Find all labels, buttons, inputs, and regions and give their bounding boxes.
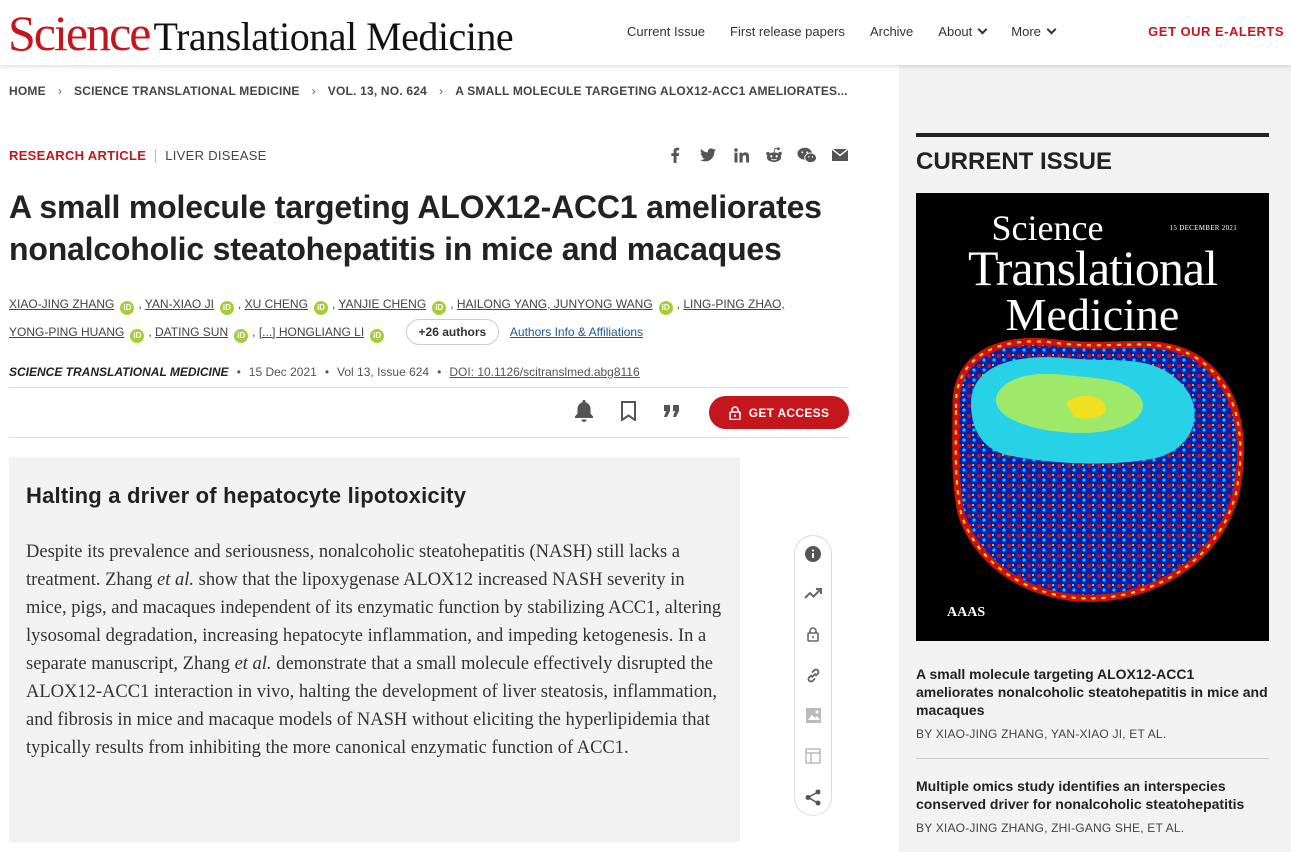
pub-date: 15 Dec 2021	[248, 365, 317, 379]
bookmark-icon[interactable]	[617, 400, 639, 422]
table-icon[interactable]	[803, 746, 823, 766]
orcid-icon[interactable]: iD	[234, 329, 248, 343]
nav-about-label: About	[938, 24, 973, 39]
more-authors-button[interactable]: +26 authors	[406, 319, 500, 345]
author-link[interactable]: YAN-XIAO JI	[144, 297, 214, 311]
author-link[interactable]: YONG-PING HUANG	[9, 325, 125, 339]
nav-archive[interactable]: Archive	[869, 24, 914, 39]
journal-name: SCIENCE TRANSLATIONAL MEDICINE	[9, 365, 229, 379]
cover-date: 15 DECEMBER 2021	[1169, 224, 1237, 232]
current-issue-heading: CURRENT ISSUE	[916, 148, 1113, 175]
breadcrumb-journal[interactable]: SCIENCE TRANSLATIONAL MEDICINE	[74, 84, 300, 98]
share-icon[interactable]	[803, 787, 823, 807]
breadcrumb-volume[interactable]: VOL. 13, NO. 624	[327, 84, 428, 98]
cover-title-translational: Translational	[967, 240, 1218, 297]
cover-title-medicine: Medicine	[1005, 288, 1180, 340]
sidebar-article	[916, 665, 1269, 741]
cover-title-science: Science	[991, 208, 1104, 248]
orcid-icon[interactable]: iD	[370, 329, 384, 343]
linkedin-icon[interactable]	[731, 145, 751, 165]
chevron-right-icon: ›	[311, 84, 316, 98]
share-bar	[665, 145, 850, 165]
chevron-right-icon: ›	[57, 84, 63, 98]
nav-more[interactable]	[1011, 24, 1055, 39]
author-link[interactable]: XU CHENG	[244, 297, 308, 311]
wechat-icon[interactable]	[797, 145, 817, 165]
get-access-label: GET ACCESS	[748, 405, 830, 420]
nav-current-issue[interactable]: Current Issue	[627, 24, 706, 39]
reddit-icon[interactable]	[764, 145, 784, 165]
author-link[interactable]: DATING SUN	[155, 325, 229, 339]
article-topic[interactable]: LIVER DISEASE	[165, 148, 267, 163]
orcid-icon[interactable]: iD	[659, 301, 673, 315]
sidebar	[899, 65, 1291, 852]
summary-text-part: Despite its prevalence and seriousness, nonalcoholic steatohepatitis (NASH) still lacks a treatment. Zhang	[26, 542, 681, 590]
dot-separator: •	[437, 365, 442, 379]
quote-icon[interactable]	[661, 400, 683, 422]
orcid-icon[interactable]: iD	[314, 301, 328, 315]
issue-cover[interactable]	[916, 193, 1269, 641]
author-link[interactable]: YANJIE CHENG	[338, 297, 427, 311]
metrics-icon[interactable]	[803, 584, 823, 604]
divider	[916, 133, 1269, 137]
article-category	[9, 148, 267, 163]
orcid-icon[interactable]: iD	[220, 301, 234, 315]
sidebar-article-title[interactable]: Multiple omics study identifies an interspecies conserved driver for nonalcoholic steatohepatitis	[916, 778, 1245, 812]
logo-science: Science	[8, 5, 150, 61]
author-link[interactable]: XIAO-JING ZHANG	[9, 297, 115, 311]
author-link[interactable]: HAILONG YANG, JUNYONG WANG	[456, 297, 653, 311]
info-icon[interactable]	[803, 544, 823, 564]
article-type[interactable]: RESEARCH ARTICLE	[9, 148, 147, 163]
facebook-icon[interactable]	[665, 145, 685, 165]
site-logo[interactable]	[8, 6, 513, 60]
sidebar-article-authors: BY XIAO-JING ZHANG, YAN-XIAO JI, ET AL.	[916, 727, 1167, 741]
chevron-down-icon	[1046, 25, 1056, 35]
article-tools	[573, 400, 683, 422]
sidebar-article-authors: BY XIAO-JING ZHANG, ZHI-GANG SHE, ET AL.	[916, 821, 1185, 835]
sidebar-article-title[interactable]: A small molecule targeting ALOX12-ACC1 ameliorates nonalcoholic steatohepatitis in mice and macaques	[916, 666, 1268, 718]
et-al: et al.	[157, 570, 194, 590]
dot-separator: •	[324, 365, 330, 379]
get-access-button[interactable]	[709, 396, 849, 429]
sidebar-article	[916, 777, 1269, 835]
divider	[9, 437, 849, 438]
publication-info	[9, 365, 640, 379]
breadcrumb-home[interactable]: HOME	[9, 84, 46, 98]
orcid-icon[interactable]: iD	[130, 329, 144, 343]
dot-separator: •	[236, 365, 241, 379]
summary-text-part: demonstrate that a small molecule effectively disrupted the ALOX12-ACC1 interaction in vivo, halting the development of liver steatosis, inflammation, and fibrosis in mice and macaque models of NASH without eliciting the hyperlipidemia that typically results from inhibiting the more canonical enzymatic function of ACC1.	[26, 654, 718, 758]
nav-about[interactable]	[938, 24, 986, 39]
volume-issue: Vol 13, Issue 624	[337, 365, 430, 379]
divider	[155, 149, 156, 163]
lock-icon	[729, 406, 741, 420]
chevron-right-icon: ›	[439, 84, 444, 98]
main-nav	[627, 24, 1055, 39]
image-icon[interactable]	[803, 705, 823, 725]
summary-text-part: show that the lipoxygenase ALOX12 increased NASH severity in mice, pigs, and macaques independent of its enzymatic function by stabilizing ACC1, altering lysosomal degradation, increasing hepatocyte inflammation, and impeding ketogenesis. In a separate manuscript, Zhang	[26, 570, 722, 674]
breadcrumb-current: A SMALL MOLECULE TARGETING ALOX12-ACC1 AMELIORATES...	[455, 84, 848, 98]
editor-summary	[9, 457, 740, 842]
chevron-down-icon	[978, 25, 988, 35]
article-title: A small molecule targeting ALOX12-ACC1 ameliorates nonalcoholic steatohepatitis in mice and macaques	[9, 189, 822, 267]
email-icon[interactable]	[830, 145, 850, 165]
author-link[interactable]: LING-PING ZHAO,	[683, 297, 785, 311]
logo-translational-medicine: Translational Medicine	[153, 14, 514, 59]
author-link[interactable]: [...] HONGLIANG LI	[258, 325, 365, 339]
affiliations-link[interactable]: Authors Info & Affiliations	[509, 325, 644, 339]
aaas-logo: AAAS	[947, 605, 986, 620]
orcid-icon[interactable]: iD	[432, 301, 446, 315]
summary-text	[26, 538, 726, 762]
lock-icon[interactable]	[803, 624, 823, 644]
floating-toolbar	[794, 535, 832, 816]
author-list	[9, 290, 869, 346]
summary-heading: Halting a driver of hepatocyte lipotoxicity	[26, 483, 467, 508]
et-al: et al.	[234, 654, 272, 674]
author-line: XIAO-JING ZHANG iD , YAN-XIAO JI iD , XU CHENG iD , YANJIE CHENG iD , HAILONG YANG, JUNYONG WANG iD , LING-PING ZHAO,	[9, 290, 869, 318]
site-header	[0, 0, 1291, 65]
bell-icon[interactable]	[573, 400, 595, 422]
nav-first-release[interactable]: First release papers	[730, 24, 845, 39]
doi-link[interactable]: DOI: 10.1126/scitranslmed.abg8116	[449, 365, 640, 379]
breadcrumb	[9, 84, 848, 98]
divider	[916, 758, 1269, 759]
divider	[9, 387, 849, 388]
twitter-icon[interactable]	[698, 145, 718, 165]
cover-title	[916, 208, 1269, 340]
get-alerts-link[interactable]: GET OUR E-ALERTS	[1148, 24, 1284, 39]
author-line: YONG-PING HUANG iD , DATING SUN iD , [...] HONGLIANG LI iD +26 authors Authors Info & Affiliations	[9, 318, 869, 346]
nav-more-label: More	[1011, 24, 1041, 39]
orcid-icon[interactable]: iD	[120, 301, 134, 315]
link-icon[interactable]	[803, 665, 823, 685]
